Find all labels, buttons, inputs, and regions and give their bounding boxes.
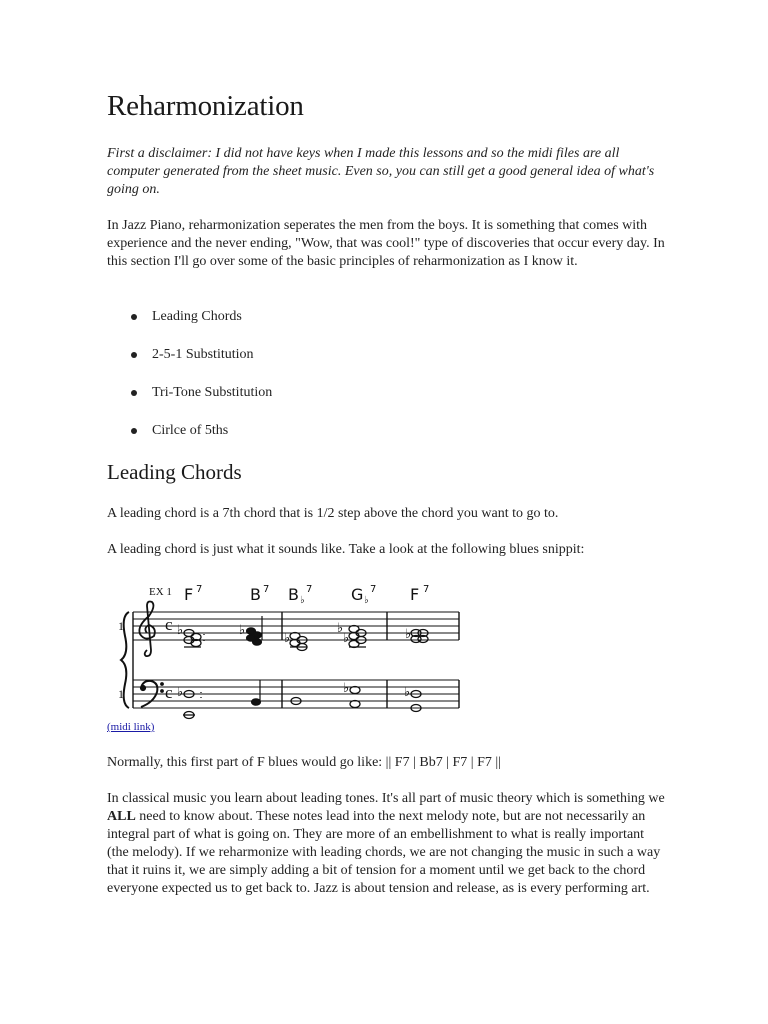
flat-icon: ♭ bbox=[284, 631, 291, 646]
svg-text:7: 7 bbox=[306, 584, 313, 595]
topic-label: Leading Chords bbox=[152, 309, 242, 324]
topic-label: 2-5-1 Substitution bbox=[152, 347, 254, 362]
svg-text:♭: ♭ bbox=[300, 595, 305, 606]
example-label: EX 1 bbox=[149, 586, 172, 598]
svg-text:F: F bbox=[184, 585, 194, 604]
disclaimer-paragraph: First a disclaimer: I did not have keys when I made this lessons and so the midi files are all computer generated from the sheet music. Even so, you can still get a good general idea of what's going on. bbox=[107, 146, 655, 197]
normal-progression-paragraph: Normally, this first part of F blues would go like: || F7 | Bb7 | F7 | F7 || bbox=[107, 755, 501, 770]
chord-symbol bbox=[250, 584, 269, 604]
svg-text:F: F bbox=[410, 585, 420, 604]
svg-text:B: B bbox=[250, 585, 261, 604]
treble-clef-icon bbox=[139, 602, 154, 657]
topic-label: Tri-Tone Substitution bbox=[152, 385, 273, 400]
flat-icon: ♭ bbox=[405, 627, 412, 642]
flat-icon: ♭ bbox=[177, 623, 184, 638]
svg-text:7: 7 bbox=[196, 584, 203, 595]
bass-notes bbox=[183, 687, 421, 719]
chord-symbol bbox=[351, 584, 376, 606]
chord-notes bbox=[349, 626, 366, 648]
svg-text:7: 7 bbox=[370, 584, 377, 595]
classical-paragraph: In classical music you learn about leading tones. It's all part of music theory which is something we ALL need to know about. These notes lead into the next melody note, but are not necessarily an integral part of what is going on. They are more of an embellishment to what is really important (the melody). If we reharmonize with leading chords, we are not changing the music in such a way that it ruins it, we are simply adding a bit of tension for a moment until we get back to the chord everyone expected us to get back to. Jazz is about tension and release, as is every performing art. bbox=[107, 791, 665, 896]
intro-paragraph: In Jazz Piano, reharmonization seperates the men from the boys. It is something that comes with experience and the never ending, "Wow, that was cool!" type of discoveries that occur every day. In this section I'll go over some of the basic principles of reharmonization as I know it. bbox=[107, 218, 665, 269]
chord-notes bbox=[184, 630, 204, 648]
emphasis-all: ALL bbox=[107, 809, 136, 824]
midi-link[interactable]: (midi link) bbox=[107, 721, 155, 733]
bass-notes bbox=[252, 680, 261, 705]
chord-notes bbox=[247, 616, 263, 645]
example-intro-paragraph: A leading chord is just what it sounds like. Take a look at the following blues snippit: bbox=[107, 542, 585, 557]
chord-symbol bbox=[288, 584, 312, 606]
flat-icon: ♭ bbox=[404, 685, 411, 700]
flat-icon: ♭ bbox=[343, 631, 350, 646]
section-heading: Leading Chords bbox=[107, 460, 242, 484]
flat-icon: ♭ bbox=[343, 681, 350, 696]
staff-number: 1 bbox=[118, 619, 124, 633]
time-signature: c bbox=[165, 683, 173, 702]
bullet-icon bbox=[131, 390, 137, 396]
flat-icon: ♭ bbox=[337, 621, 344, 636]
chord-notes bbox=[290, 633, 307, 651]
svg-text:G: G bbox=[351, 585, 364, 604]
staff-number: 1 bbox=[118, 687, 124, 701]
chord-symbol bbox=[184, 584, 202, 604]
flat-icon: ♭ bbox=[239, 623, 246, 638]
chord-symbol bbox=[410, 584, 429, 604]
bullet-icon bbox=[131, 352, 137, 358]
svg-text:B: B bbox=[288, 585, 299, 604]
topic-label: Cirlce of 5ths bbox=[152, 423, 229, 438]
svg-text:♭: ♭ bbox=[364, 595, 369, 606]
time-signature: c bbox=[165, 615, 173, 634]
sheet-music-example bbox=[107, 576, 467, 720]
svg-text:7: 7 bbox=[263, 584, 270, 595]
page-title: Reharmonization bbox=[107, 90, 304, 122]
svg-text:7: 7 bbox=[423, 584, 430, 595]
flat-icon: ♭ bbox=[177, 685, 184, 700]
definition-paragraph: A leading chord is a 7th chord that is 1/2 step above the chord you want to go to. bbox=[107, 506, 559, 521]
bullet-icon bbox=[131, 314, 137, 320]
chord-notes bbox=[411, 630, 428, 643]
bullet-icon bbox=[131, 428, 137, 434]
